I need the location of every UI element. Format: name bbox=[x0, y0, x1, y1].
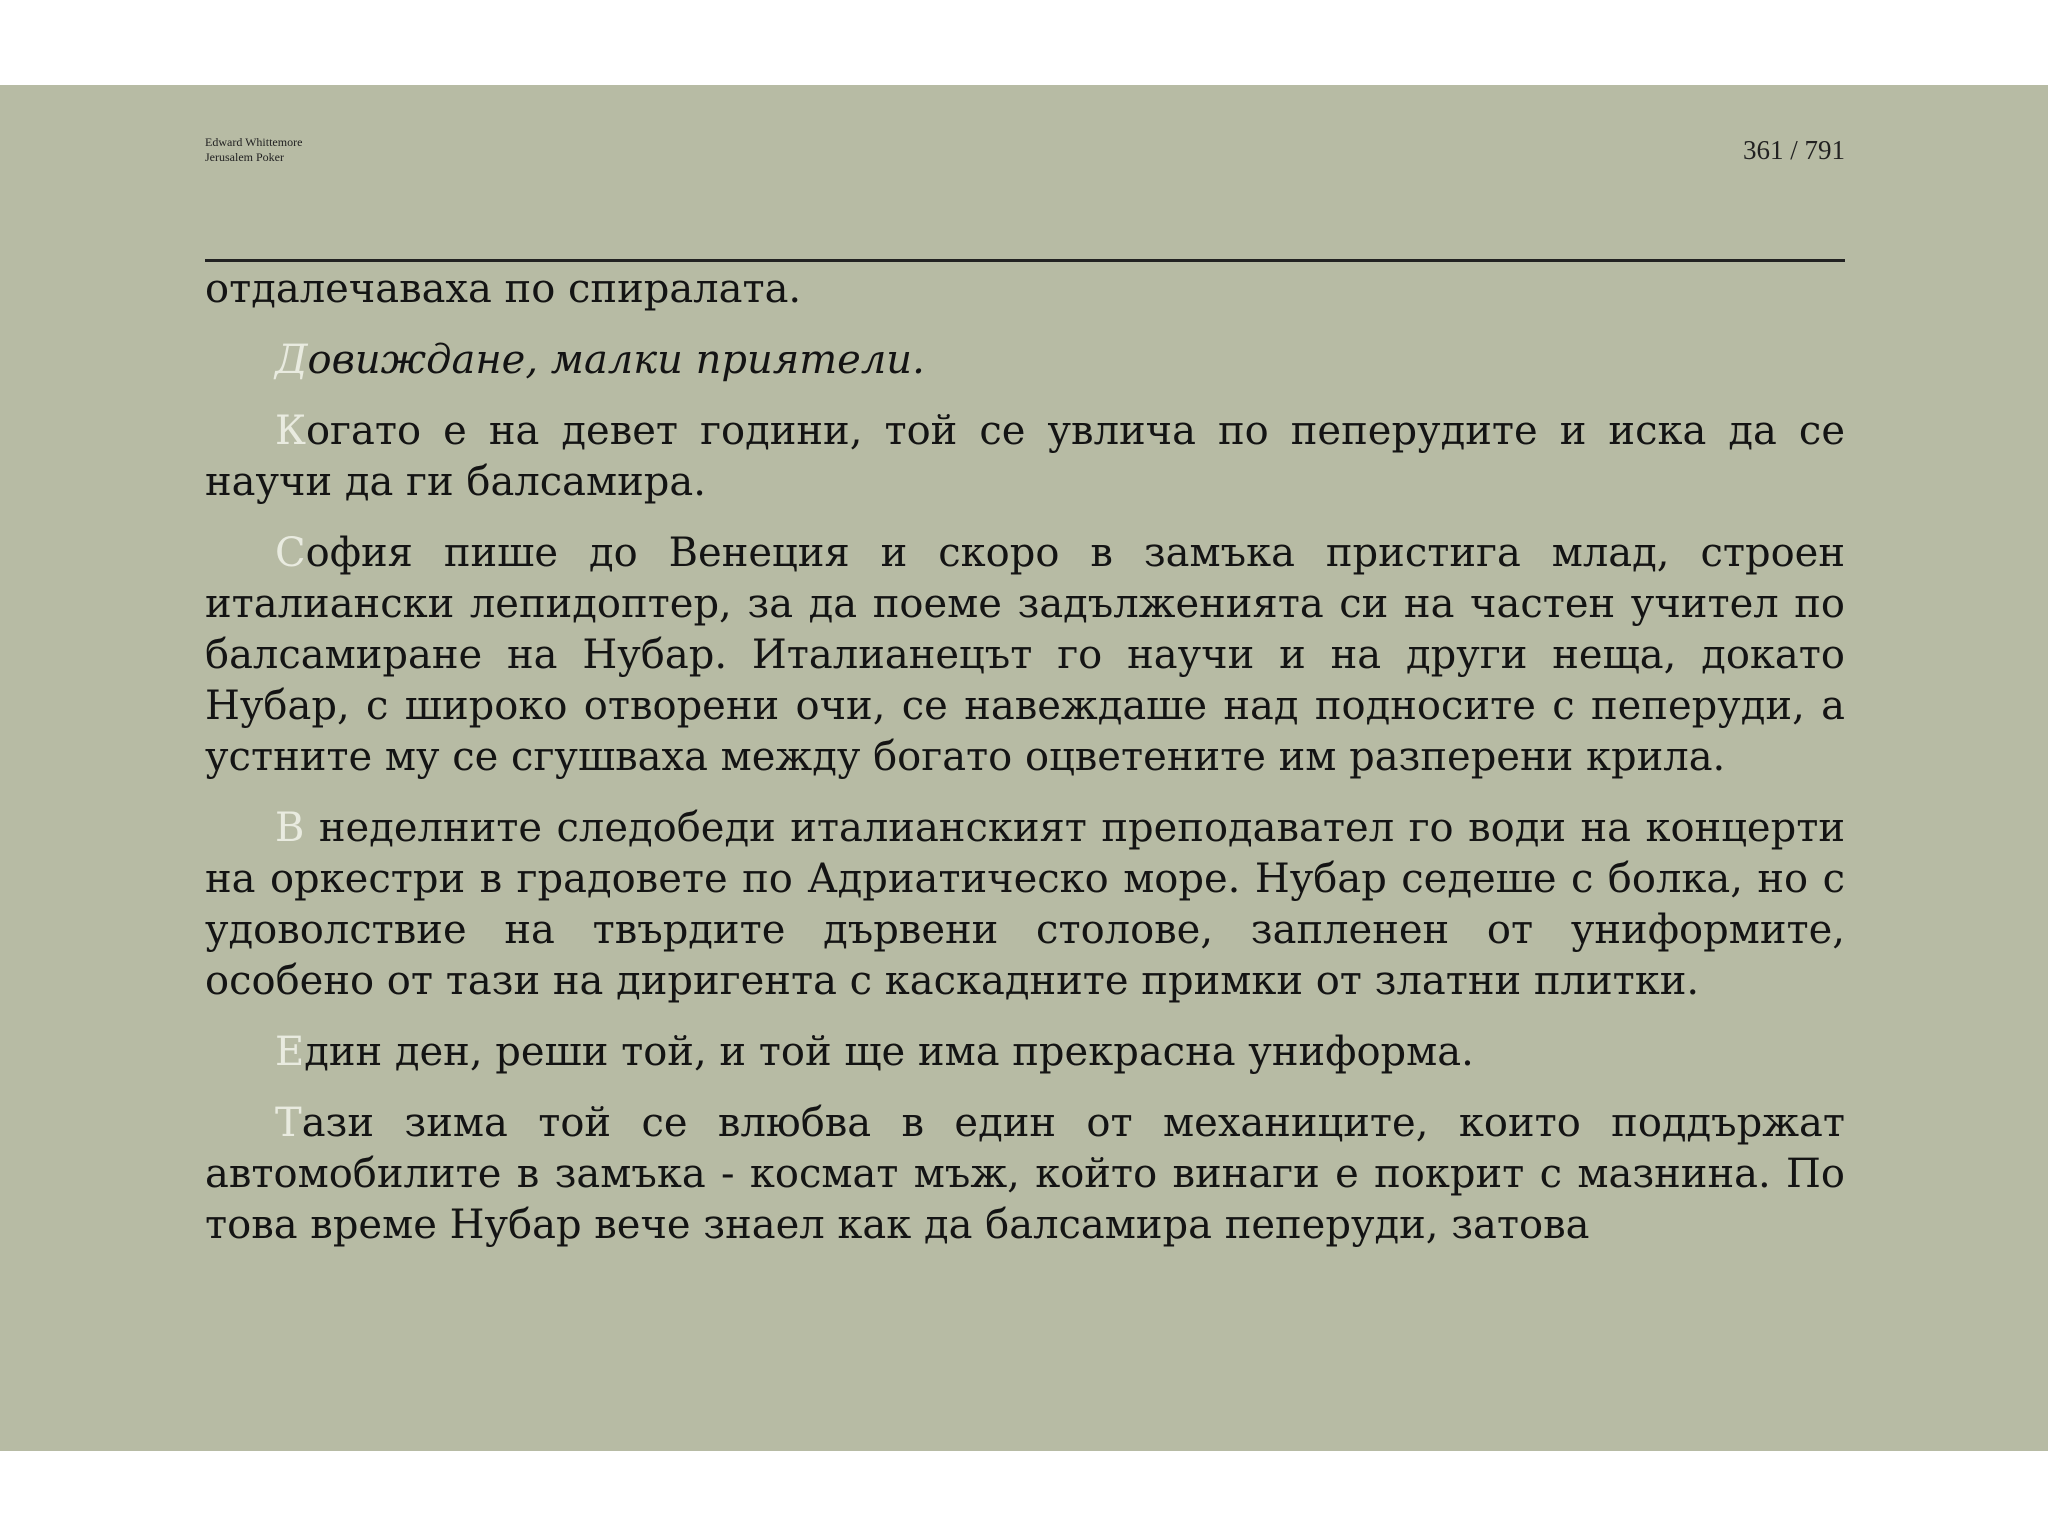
paragraph-text: огато е на девет години, той се увлича по пеперудите и иска да се научи да ги балсамира. bbox=[205, 408, 1845, 505]
paragraph-1 bbox=[205, 264, 1845, 315]
paragraph-initial: В bbox=[275, 805, 305, 851]
author-name: Edward Whittemore bbox=[205, 135, 303, 149]
paragraph-text: овиждане, малки приятели. bbox=[307, 337, 925, 383]
page-header bbox=[205, 135, 1845, 262]
paragraph-initial: Д bbox=[275, 337, 308, 383]
paragraph-text: отдалечаваха по спиралата. bbox=[205, 266, 802, 312]
paragraph-3 bbox=[205, 406, 1845, 508]
paragraph-initial: Е bbox=[275, 1029, 305, 1075]
paragraph-5 bbox=[205, 803, 1845, 1007]
paragraph-7 bbox=[205, 1098, 1845, 1251]
book-meta bbox=[205, 135, 302, 165]
paragraph-2 bbox=[205, 335, 1845, 386]
page-number: 361 / 791 bbox=[1742, 135, 1845, 165]
paragraph-initial: К bbox=[275, 408, 306, 454]
paragraph-text: неделните следобеди италианският преподавател го води на концерти на оркестри в градовете по Адриатическо море. Нубар седеше с болка, но с удоволствие на твърдите дървени столове, запленен от униформите, особено от тази на диригента с каскадните примки от златни плитки. bbox=[205, 805, 1845, 1004]
book-title: Jerusalem Poker bbox=[205, 150, 284, 164]
paragraph-text: дин ден, реши той, и той ще има прекрасна униформа. bbox=[304, 1029, 1474, 1075]
paragraph-4 bbox=[205, 528, 1845, 783]
paragraph-text: ази зима той се влюбва в един от механиците, които поддържат автомобилите в замъка - космат мъж, който винаги е покрит с мазнина. По това време Нубар вече знаел как да балсамира пеперуди, затова bbox=[205, 1100, 1845, 1248]
paragraph-initial: С bbox=[275, 530, 306, 576]
book-text[interactable] bbox=[205, 264, 1845, 1271]
paragraph-text: офия пише до Венеция и скоро в замъка пристига млад, строен италиански лепидоптер, за да поеме задълженията си на частен учител по балсамиране на Нубар. Италианецът го научи и на други неща, докато Нубар, с широко отворени очи, се навеждаше над подносите с пеперуди, а устните му се сгушваха между богато оцветените им разперени крила. bbox=[205, 530, 1845, 780]
paragraph-6 bbox=[205, 1027, 1845, 1078]
paragraph-initial: Т bbox=[275, 1100, 302, 1146]
